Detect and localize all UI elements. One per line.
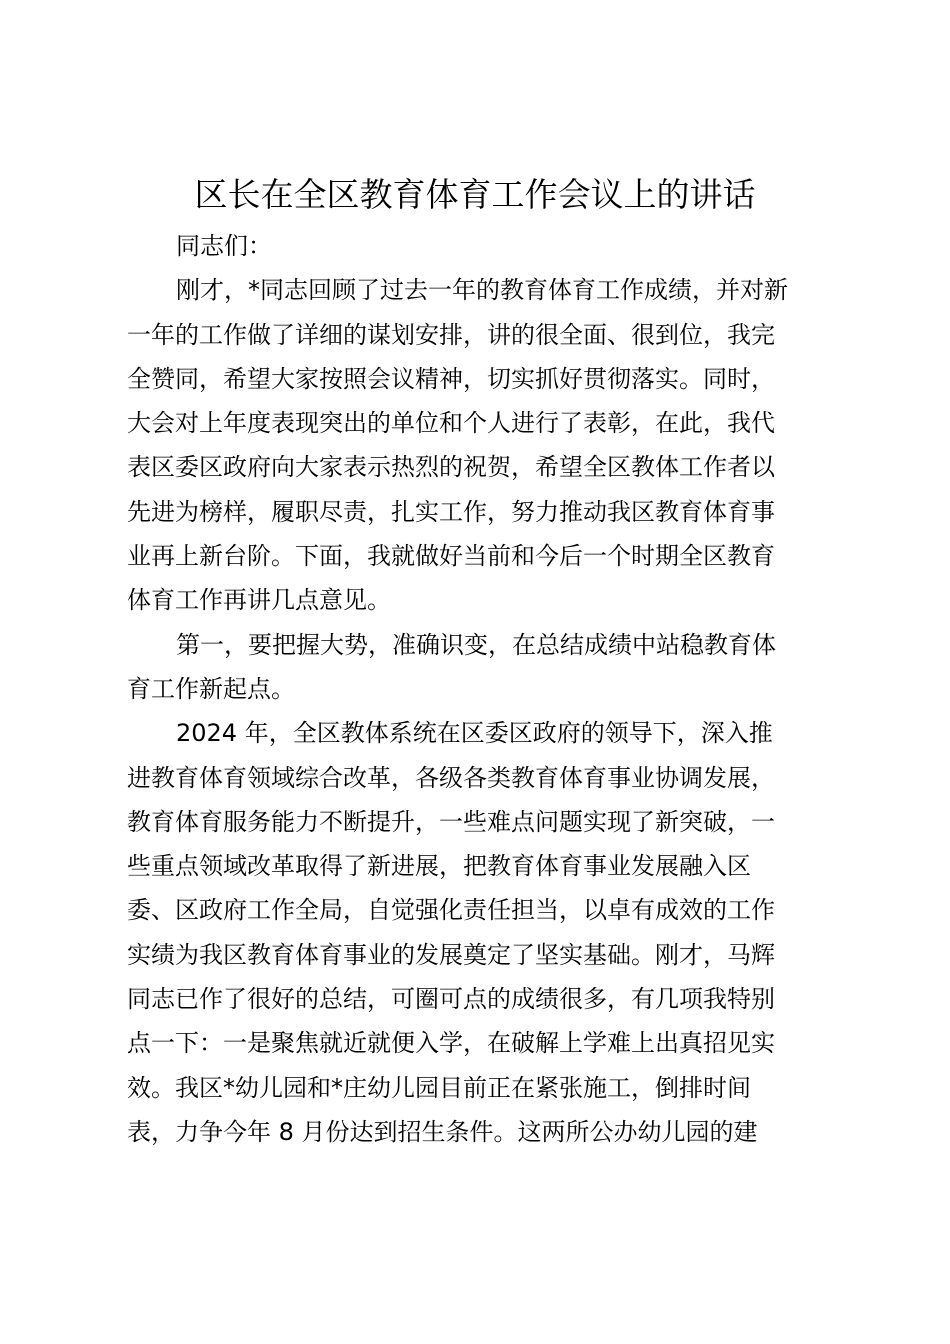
document-title: 区长在全区教育体育工作会议上的讲话 xyxy=(194,175,756,214)
body-line: 全赞同，希望大家按照会议精神，切实抓好贯彻落实。同时， xyxy=(127,364,775,393)
body-line: 效。我区*幼儿园和*庄幼儿园目前正在紧张施工，倒排时间 xyxy=(127,1073,751,1102)
body-line: 表区委区政府向大家表示热烈的祝贺，希望全区教体工作者以 xyxy=(127,453,775,482)
section-heading-line: 第一，要把握大势，准确识变，在总结成绩中站稳教育体 xyxy=(176,630,776,659)
body-line: 刚才，*同志回顾了过去一年的教育体育工作成绩，并对新 xyxy=(176,276,788,305)
body-line: 表，力争今年 8 月份达到招生条件。这两所公办幼儿园的建 xyxy=(127,1117,758,1146)
body-line: 进教育体育领域综合改革，各级各类教育体育事业协调发展， xyxy=(127,763,775,792)
body-line: 实绩为我区教育体育事业的发展奠定了坚实基础。刚才，马辉 xyxy=(127,940,775,969)
body-line: 大会对上年度表现突出的单位和个人进行了表彰，在此，我代 xyxy=(127,409,775,438)
body-line: 先进为榜样，履职尽责，扎实工作，努力推动我区教育体育事 xyxy=(127,497,775,526)
body-line: 点一下：一是聚焦就近就便入学，在破解上学难上出真招见实 xyxy=(127,1029,775,1058)
body-line-salutation: 同志们： xyxy=(176,232,272,260)
document-body xyxy=(127,224,827,1154)
body-line: 2024 年，全区教体系统在区委区政府的领导下，深入推 xyxy=(176,719,773,748)
body-line: 一年的工作做了详细的谋划安排，讲的很全面、很到位，我完 xyxy=(127,320,775,349)
body-line: 些重点领域改革取得了新进展，把教育体育事业发展融入区 xyxy=(127,852,751,881)
body-line: 体育工作再讲几点意见。 xyxy=(127,586,391,615)
body-line: 教育体育服务能力不断提升，一些难点问题实现了新突破，一 xyxy=(127,807,775,836)
body-line: 委、区政府工作全局，自觉强化责任担当，以卓有成效的工作 xyxy=(127,896,775,925)
body-line: 同志已作了很好的总结，可圈可点的成绩很多，有几项我特别 xyxy=(127,985,775,1014)
body-line: 业再上新台阶。下面，我就做好当前和今后一个时期全区教育 xyxy=(127,542,775,571)
section-heading-line: 育工作新起点。 xyxy=(127,674,295,703)
